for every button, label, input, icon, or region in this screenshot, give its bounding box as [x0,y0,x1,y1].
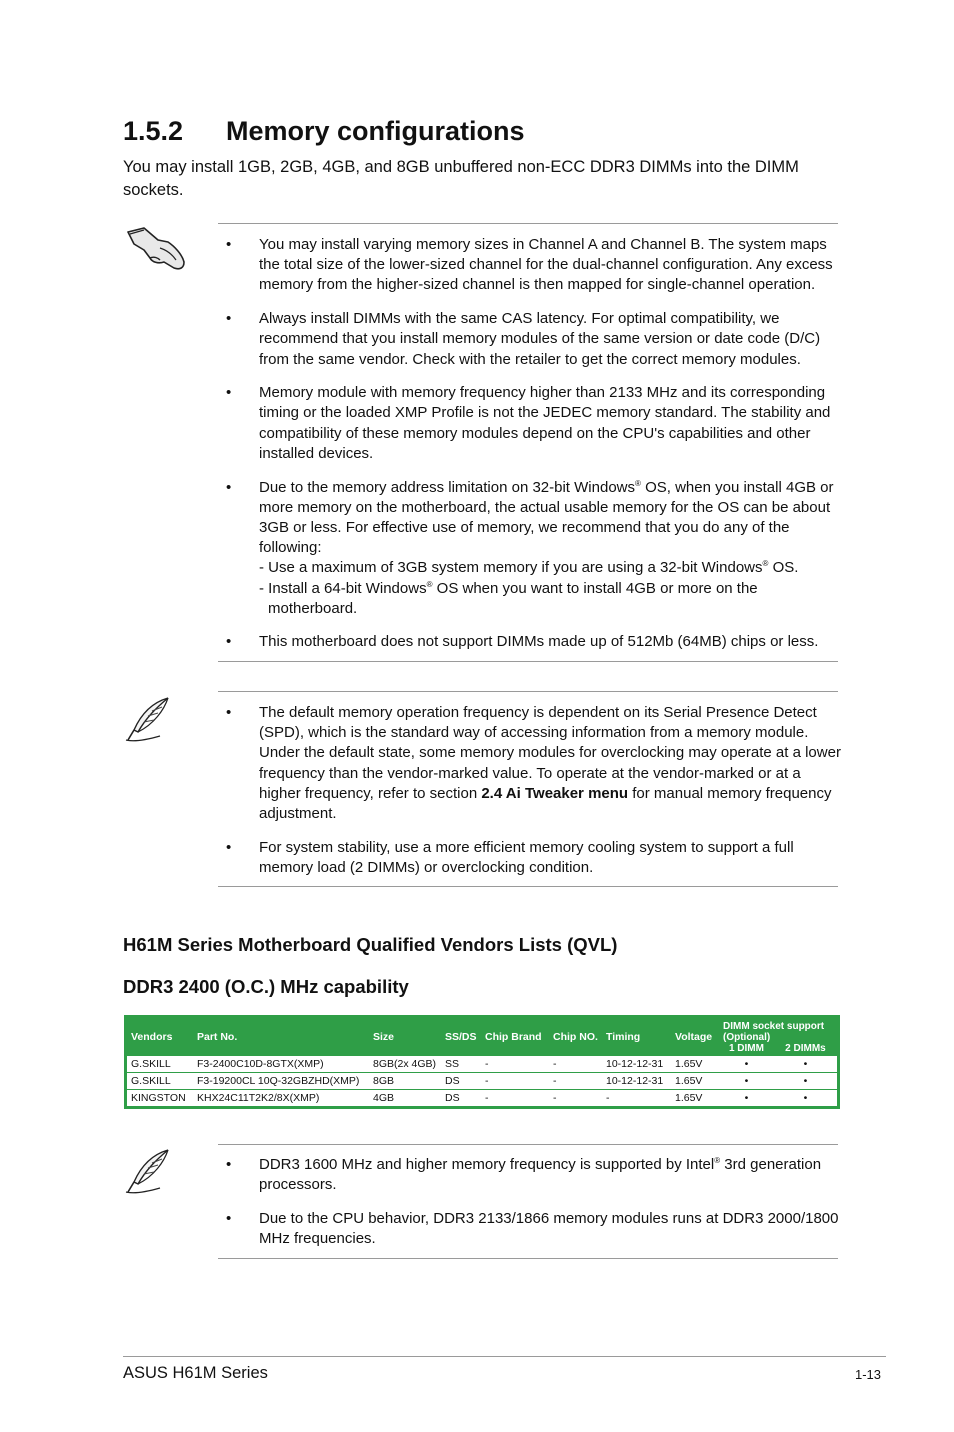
option-text: - Use a maximum of 3GB system memory if you are using a 32-bit Windows [259,559,763,577]
col-2-dimms: 2 DIMMs [774,1043,839,1056]
list-item [226,1155,842,1195]
ddr3-notes [226,1155,842,1249]
col-dimm-support: DIMM socket support (Optional) [719,1017,839,1044]
footer-divider [123,1356,886,1357]
cell-part: F3-19200CL 10Q-32GBZHD(XMP) [193,1073,369,1090]
list-item [226,703,842,824]
bullet: • [226,236,232,253]
list-item [226,838,842,878]
feather-pen-icon [124,1148,172,1201]
cell-voltage: 1.65V [671,1056,719,1073]
feather-pen-icon [124,696,172,749]
option-text: OS. [768,559,799,577]
cell-1-dimm: • [719,1090,774,1108]
cell-brand: - [481,1090,549,1108]
section-title: Memory configurations [226,116,525,146]
cell-chip: - [549,1090,602,1108]
section-number: 1.5.2 [123,116,184,146]
cell-voltage: 1.65V [671,1090,719,1108]
col-part-no: Part No. [193,1017,369,1057]
bullet: • [226,633,232,651]
bullet: • [226,1156,232,1173]
note-text: Always install DIMMs with the same CAS latency. For optimal compatibility, we recommend that you install memory modules of the same version or date code (D/C) from the same vendor. Check with the retailer to get the correct memory modules. [259,310,821,368]
table-row [126,1090,839,1108]
col-timing: Timing [602,1017,671,1057]
list-item [226,632,842,652]
col-1-dimm: 1 DIMM [719,1043,774,1056]
freq-text: The default memory operation frequency is dependent on its Serial Presence Detect (SPD), which is the standard way of accessing information from a memory module. Under the default state, some memory modules for overclocking may operate at a lower frequency than the vendor-marked value. To operate at the vendor-marked or at a higher frequency, refer to section [259,704,841,802]
page-number: 1-13 [855,1367,882,1382]
cell-chip: - [549,1056,602,1073]
pointing-hand-icon [124,224,188,279]
windows-note-part2: OS, when you install 4GB or more memory on the motherboard, the actual usable memory for the OS can be about 3GB or less. For effective use of memory, we recommend that you do any of the following: [259,478,834,557]
col-vendors: Vendors [126,1017,194,1057]
table-row [126,1073,839,1090]
cell-size: 4GB [369,1090,441,1108]
col-voltage: Voltage [671,1017,719,1057]
option-text: OS when you want to install 4GB or more on the [432,579,758,597]
section-reference: 2.4 Ai Tweaker menu [481,784,629,802]
registered-mark: ® [762,559,769,569]
ddr3-text: DDR3 1600 MHz and higher memory frequency is supported by Intel [259,1156,715,1173]
cell-ssds: SS [441,1056,481,1073]
bullet: • [226,478,232,496]
cell-vendor: KINGSTON [126,1090,194,1108]
ddr3-text: 3rd generation processors. [259,1156,822,1194]
divider [218,886,838,887]
qvl-table [124,1015,840,1109]
col-size: Size [369,1017,441,1057]
qvl-heading: H61M Series Motherboard Qualified Vendors Lists (QVL) [123,934,618,955]
cell-timing: 10-12-12-31 [602,1073,671,1090]
table-row [126,1056,839,1073]
note-text [259,703,842,824]
cell-ssds: DS [441,1073,481,1090]
cell-timing: 10-12-12-31 [602,1056,671,1073]
note-text [259,1155,842,1195]
bullet: • [226,384,232,402]
cell-part: KHX24C11T2K2/8X(XMP) [193,1090,369,1108]
cell-2-dimms: • [774,1090,839,1108]
windows-option-2-cont: motherboard. [268,599,358,617]
bullet: • [226,838,232,856]
qvl-subheading: DDR3 2400 (O.C.) MHz capability [123,976,409,997]
important-notes [226,235,842,653]
cell-1-dimm: • [719,1073,774,1090]
note-text: Memory module with memory frequency higher than 2133 MHz and its corresponding timing or the loaded XMP Profile is not the JEDEC memory standard. The stability and compatibility of these memory modules depend on the CPU's capabilities and other installed devices. [259,384,831,462]
bullet: • [226,1209,232,1227]
cell-part: F3-2400C10D-8GTX(XMP) [193,1056,369,1073]
registered-mark: ® [635,478,641,488]
cell-voltage: 1.65V [671,1073,719,1090]
cell-2-dimms: • [774,1056,839,1073]
cell-ssds: DS [441,1090,481,1108]
cell-brand: - [481,1056,549,1073]
cell-chip: - [549,1073,602,1090]
cell-vendor: G.SKILL [126,1056,194,1073]
list-item [226,383,842,464]
cell-1-dimm: • [719,1056,774,1073]
footer-product-name: ASUS H61M Series [123,1364,268,1382]
col-chip-no: Chip NO. [549,1017,602,1057]
registered-mark: ® [426,579,433,589]
cell-size: 8GB(2x 4GB) [369,1056,441,1073]
frequency-notes [226,703,842,878]
divider [218,691,838,692]
option-text: - Install a 64-bit Windows [259,579,427,597]
note-text: You may install varying memory sizes in Channel A and Channel B. The system maps the total size of the lower-sized channel for the dual-channel configuration. Any excess memory from the higher-sized channel is then mapped for single-channel operation. [259,236,833,294]
cell-vendor: G.SKILL [126,1073,194,1090]
divider [218,1258,838,1259]
registered-mark: ® [714,1156,721,1165]
intro-paragraph: You may install 1GB, 2GB, 4GB, and 8GB unbuffered non-ECC DDR3 DIMMs into the DIMM sockets. [123,158,799,199]
note-text: For system stability, use a more efficient memory cooling system to support a full memory load (2 DIMMs) or overclocking condition. [259,838,794,876]
bullet: • [226,704,232,721]
note-text [259,478,842,619]
cell-2-dimms: • [774,1073,839,1090]
table-header-row [126,1017,839,1044]
note-text: Due to the CPU behavior, DDR3 2133/1866 memory modules runs at DDR3 2000/1800 MHz frequencies. [259,1209,839,1248]
windows-option-2 [259,579,842,599]
list-item [226,478,842,619]
divider [218,223,838,224]
list-item [226,1209,842,1249]
cell-size: 8GB [369,1073,441,1090]
bullet: • [226,310,232,328]
freq-text: for manual memory frequency adjustment. [259,784,832,823]
note-text: This motherboard does not support DIMMs made up of 512Mb (64MB) chips or less. [259,633,819,651]
list-item [226,309,842,370]
divider [218,661,838,662]
col-ss-ds: SS/DS [441,1017,481,1057]
col-chip-brand: Chip Brand [481,1017,549,1057]
list-item [226,235,842,296]
cell-brand: - [481,1073,549,1090]
divider [218,1144,838,1145]
cell-timing: - [602,1090,671,1108]
windows-option-1 [259,558,842,578]
windows-note-part1: Due to the memory address limitation on 32-bit Windows [259,478,635,496]
